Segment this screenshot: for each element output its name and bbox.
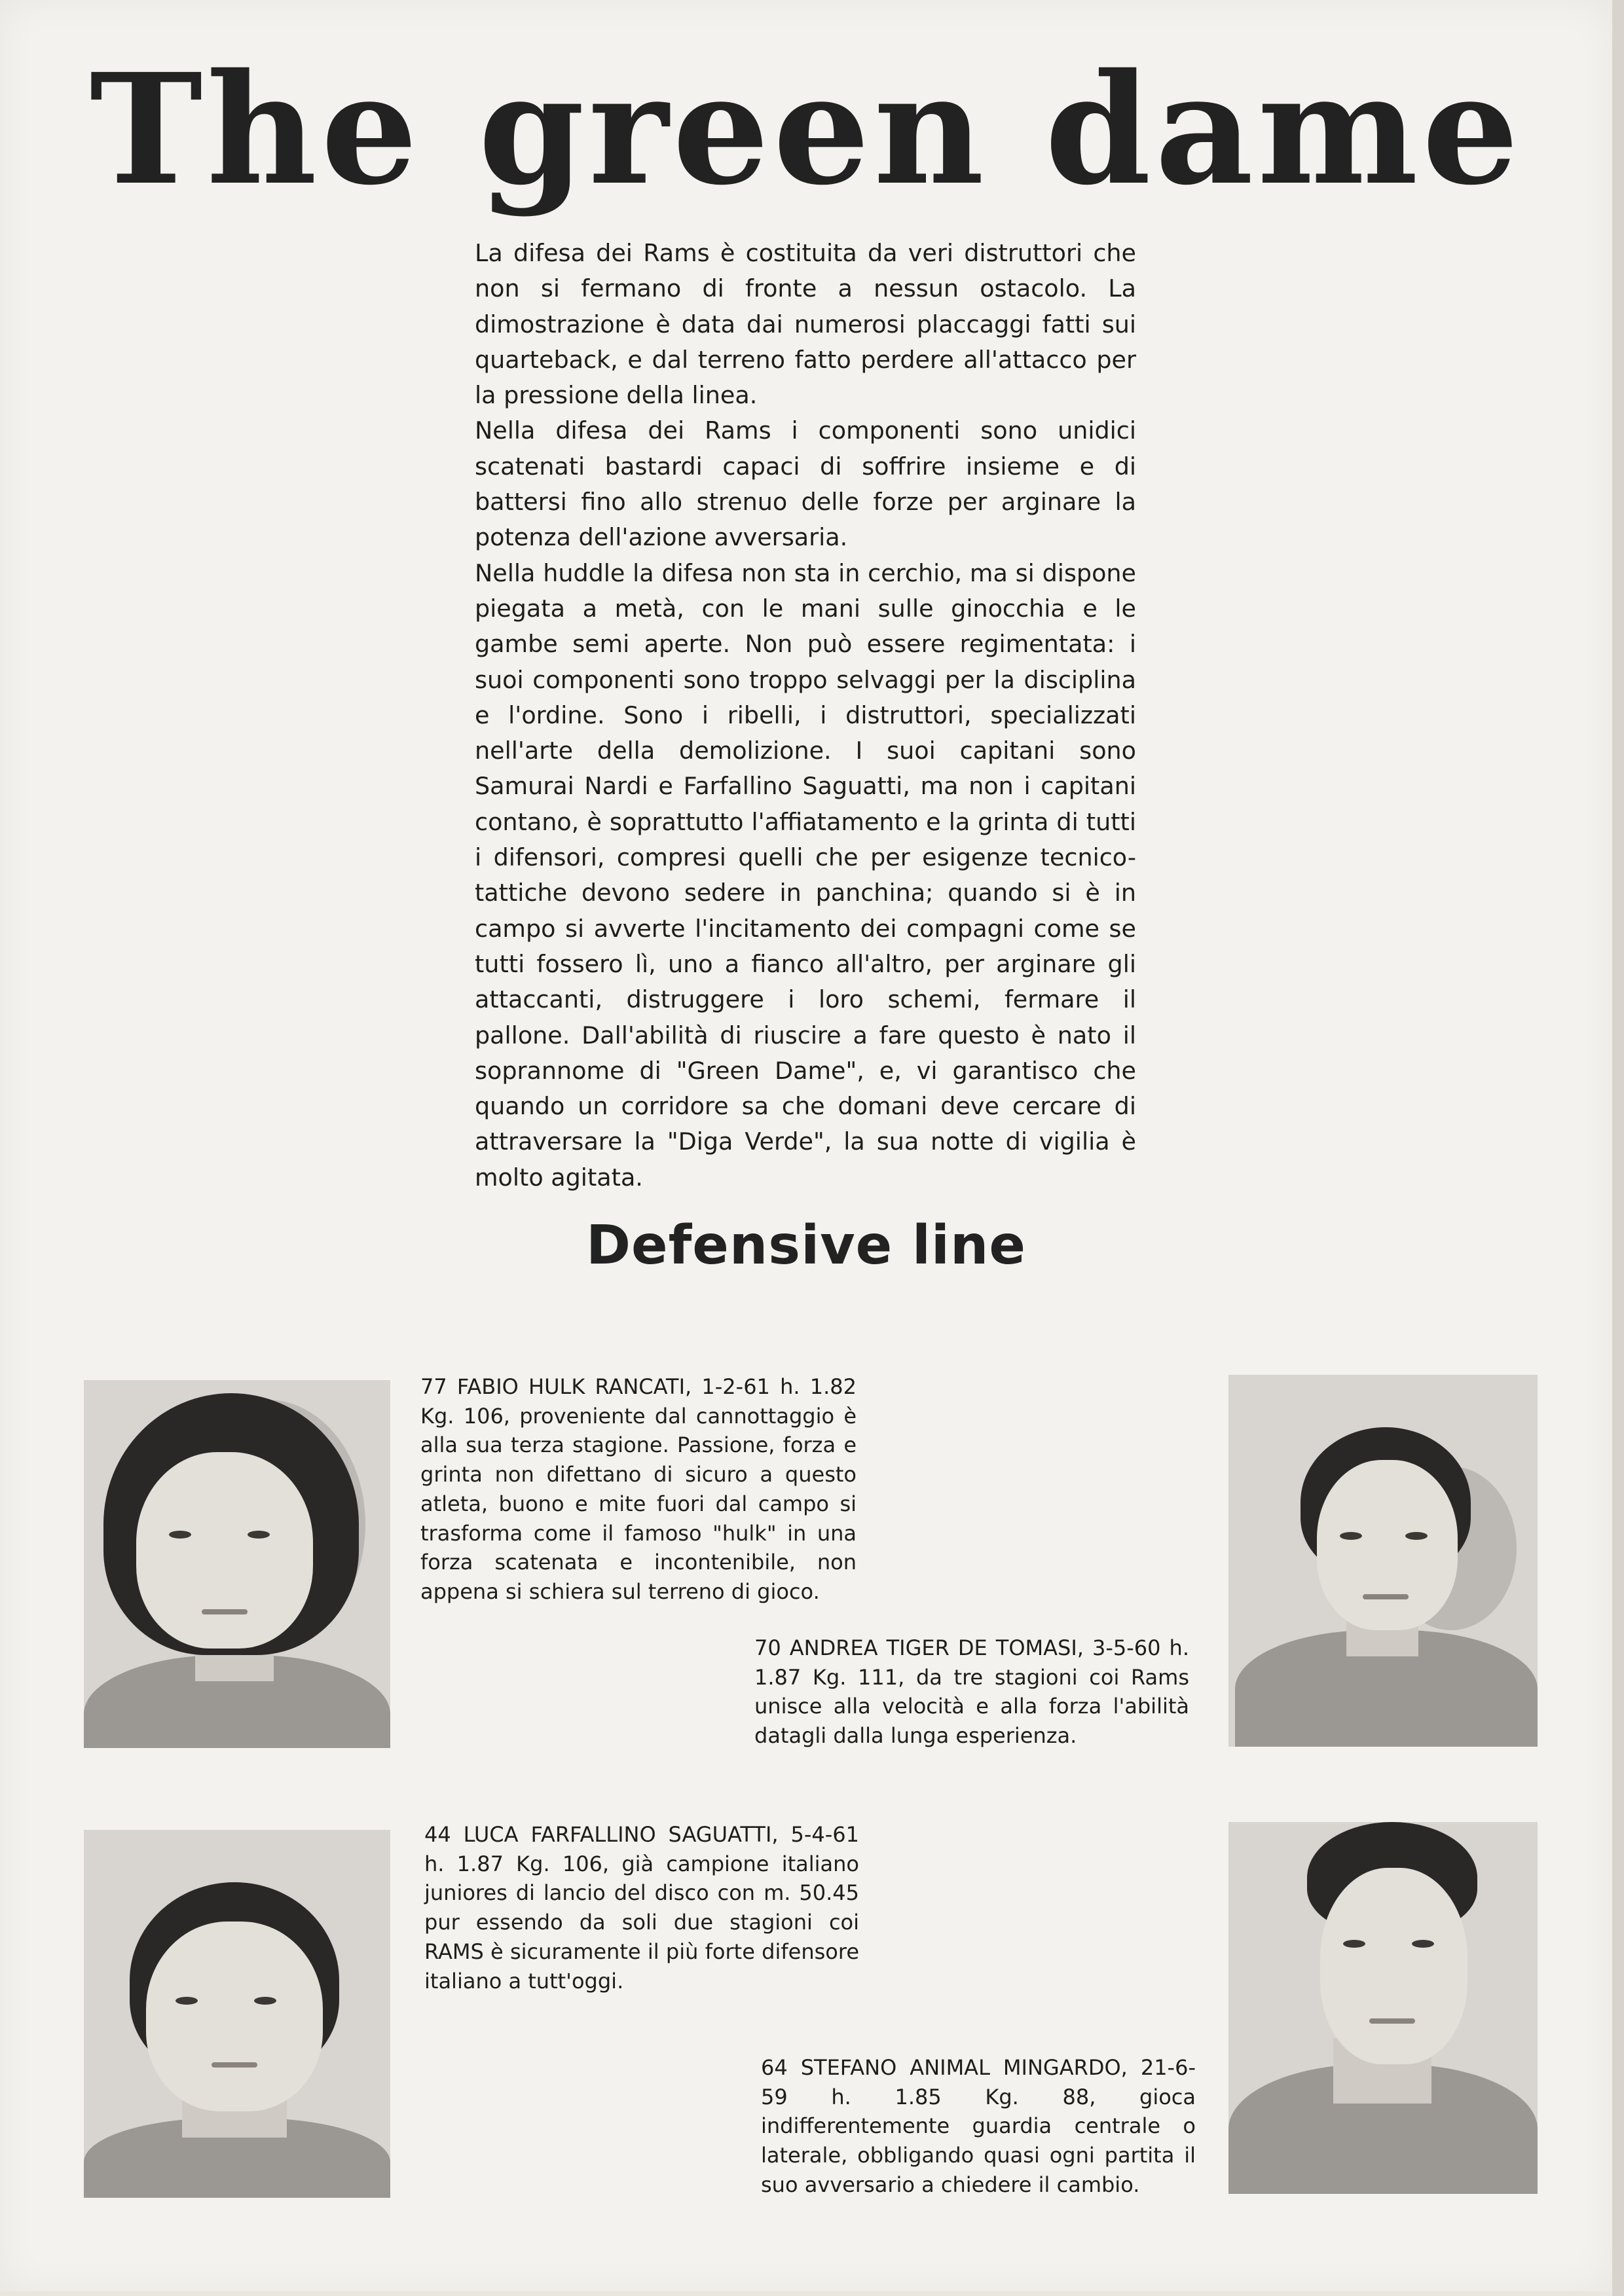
page-title: The green dame: [89, 40, 1523, 219]
player-photo-de-tomasi: [1228, 1375, 1538, 1747]
intro-article: [475, 236, 1136, 1195]
player-caption-saguatti: 44 LUCA FARFALLINO SAGUATTI, 5-4-61 h. 1.87 Kg. 106, già campione italiano juniores di lancio del disco con m. 50.45 pur essendo da soli due stagioni coi RAMS è sicuramente il più forte difensore italiano a tutt'oggi.: [424, 1822, 859, 1994]
player-caption-mingardo: 64 STEFANO ANIMAL MINGARDO, 21-6-59 h. 1.85 Kg. 88, gioca indifferentemente guardia centrale o laterale, obbligando quasi ogni partita il suo avversario a chiedere il cambio.: [761, 2055, 1196, 2197]
player-photo-rancati: [84, 1380, 390, 1748]
intro-paragraph-1: La difesa dei Rams è costituita da veri distruttori che non si fermano di fronte a nessun ostacolo. La dimostrazione è data dai numerosi placcaggi fatti sui quarteback, e dal terreno fatto perdere all'attacco per la pressione della linea.: [475, 239, 1136, 410]
player-photo-saguatti: [84, 1830, 390, 2198]
player-photo-mingardo: [1228, 1822, 1538, 2194]
intro-paragraph-2: Nella difesa dei Rams i componenti sono unidici scatenati bastardi capaci di soffrire insieme e di battersi fino allo strenuo delle forze per arginare la potenza dell'azione avversaria.: [475, 416, 1136, 552]
section-title: Defensive line: [585, 1214, 1027, 1277]
player-caption-rancati: 77 FABIO HULK RANCATI, 1-2-61 h. 1.82 Kg. 106, proveniente dal cannottaggio è alla sua terza stagione. Passione, forza e grinta non difettano di sicuro a questo atleta, buono e mite fuori dal campo si trasforma come il famoso "hulk" in una forza scatenata e incontenibile, non appena si schiera sul terreno di gioco.: [420, 1374, 857, 1604]
intro-paragraph-3: Nella huddle la difesa non sta in cerchio, ma si dispone piegata a metà, con le mani sulle ginocchia e le gambe semi aperte. Non può essere regimentata: i suoi componenti sono troppo selvaggi per la disciplina e l'ordine. Sono i ribelli, i distruttori, specializzati nell'arte della demolizione. I suoi capitani sono Samurai Nardi e Farfallino Saguatti, ma non i capitani contano, è soprattutto l'affiatamento e la grinta di tutti i difensori, compresi quelli che per esigenze tecnico-tattiche devono sedere in panchina; quando si è in campo si avverte l'incitamento dei compagni come se tutti fossero lì, uno a fianco all'altro, per arginare gli attaccanti, distruggere i loro schemi, fermare il pallone. Dall'abilità di riuscire a fare questo è nato il soprannome di "Green Dame", e, vi garantisco che quando un corridore sa che domani deve cercare di attraversare la "Diga Verde", la sua notte di vigilia è molto agitata.: [475, 558, 1136, 1192]
player-caption-de-tomasi: 70 ANDREA TIGER DE TOMASI, 3-5-60 h. 1.87 Kg. 111, da tre stagioni coi Rams unisce alla velocità e alla forza l'abilità datagli dalla lunga esperienza.: [754, 1635, 1189, 1749]
